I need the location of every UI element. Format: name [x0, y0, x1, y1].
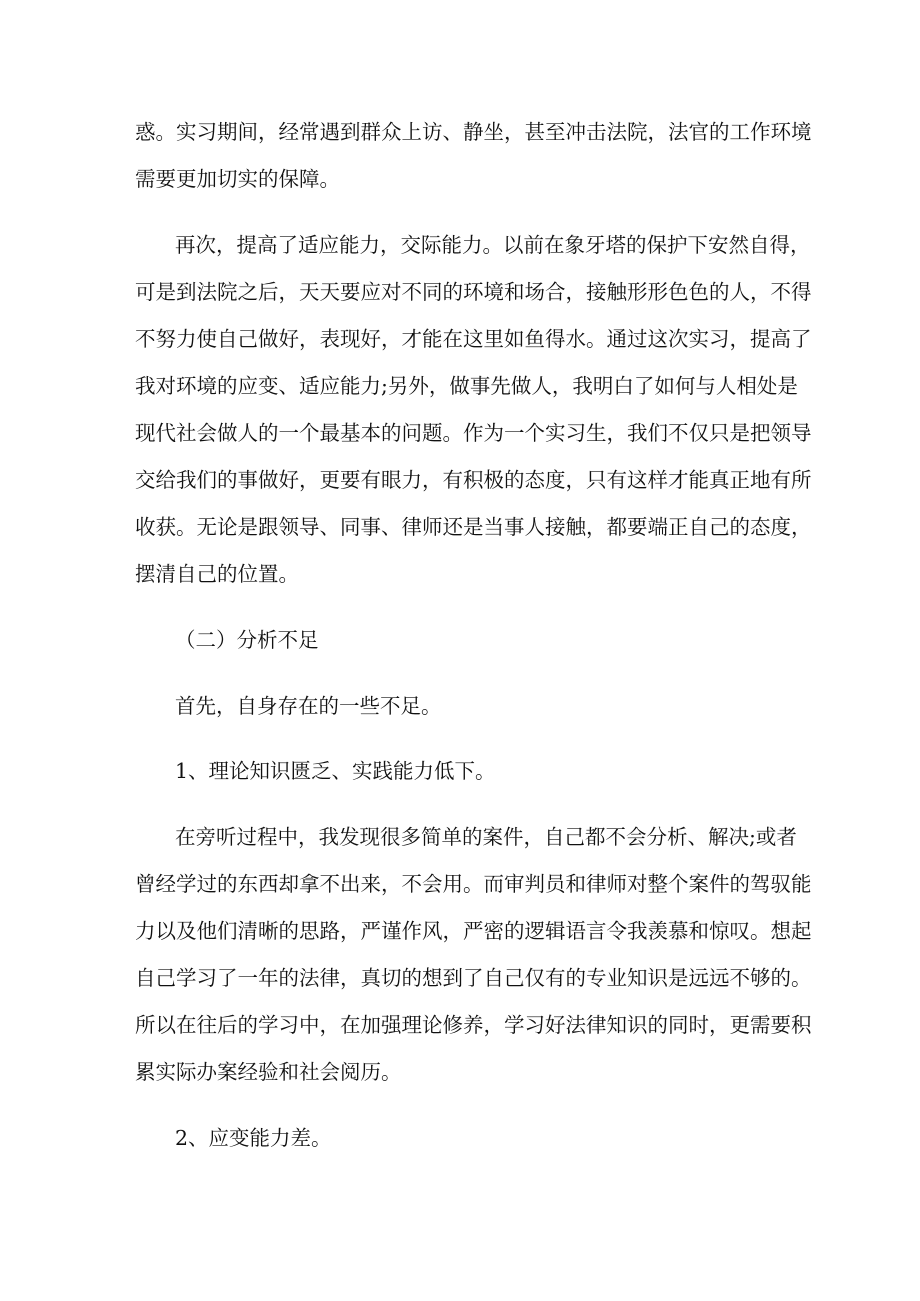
paragraph-line: 所以在往后的学习中，在加强理论修养，学习好法律知识的同时，更需要积 [135, 1013, 812, 1037]
paragraph-line: 收获。无论是跟领导、同事、律师还是当事人接触，都要端正自己的态度， [135, 515, 812, 539]
paragraph-line: 需要更加切实的保障。 [135, 167, 340, 191]
paragraph-line: 累实际办案经验和社会阅历。 [135, 1060, 402, 1084]
list-item-heading: 1、理论知识匮乏、实践能力低下。 [175, 759, 496, 783]
paragraph-line: 不努力使自己做好，表现好，才能在这里如鱼得水。通过这次实习，提高了 [135, 327, 812, 351]
paragraph-line: 力以及他们清晰的思路，严谨作风，严密的逻辑语言令我羡慕和惊叹。想起 [135, 919, 812, 943]
paragraph-line: 可是到法院之后，天天要应对不同的环境和场合，接触形形色色的人，不得 [135, 280, 812, 304]
paragraph-line: 现代社会做人的一个最基本的问题。作为一个实习生，我们不仅只是把领导 [135, 421, 812, 445]
paragraph-line: 惑。实习期间，经常遇到群众上访、静坐，甚至冲击法院，法官的工作环境 [135, 120, 812, 144]
paragraph-line: 在旁听过程中，我发现很多简单的案件，自己都不会分析、解决;或者 [175, 825, 797, 849]
paragraph-line: 摆清自己的位置。 [135, 562, 299, 586]
paragraph-line: 交给我们的事做好，更要有眼力，有积极的态度，只有这样才能真正地有所 [135, 468, 812, 492]
paragraph-line: 再次，提高了适应能力，交际能力。以前在象牙塔的保护下安然自得， [175, 233, 811, 257]
paragraph-line: 曾经学过的东西却拿不出来，不会用。而审判员和律师对整个案件的驾驭能 [135, 872, 812, 896]
paragraph-line: 我对环境的应变、适应能力;另外，做事先做人，我明白了如何与人相处是 [135, 374, 798, 398]
paragraph-line: 自己学习了一年的法律，真切的想到了自己仅有的专业知识是远远不够的。 [135, 966, 812, 990]
paragraph-line: 首先，自身存在的一些不足。 [175, 694, 442, 718]
section-heading: （二）分析不足 [175, 628, 319, 652]
list-item-heading: 2、应变能力差。 [175, 1126, 332, 1150]
